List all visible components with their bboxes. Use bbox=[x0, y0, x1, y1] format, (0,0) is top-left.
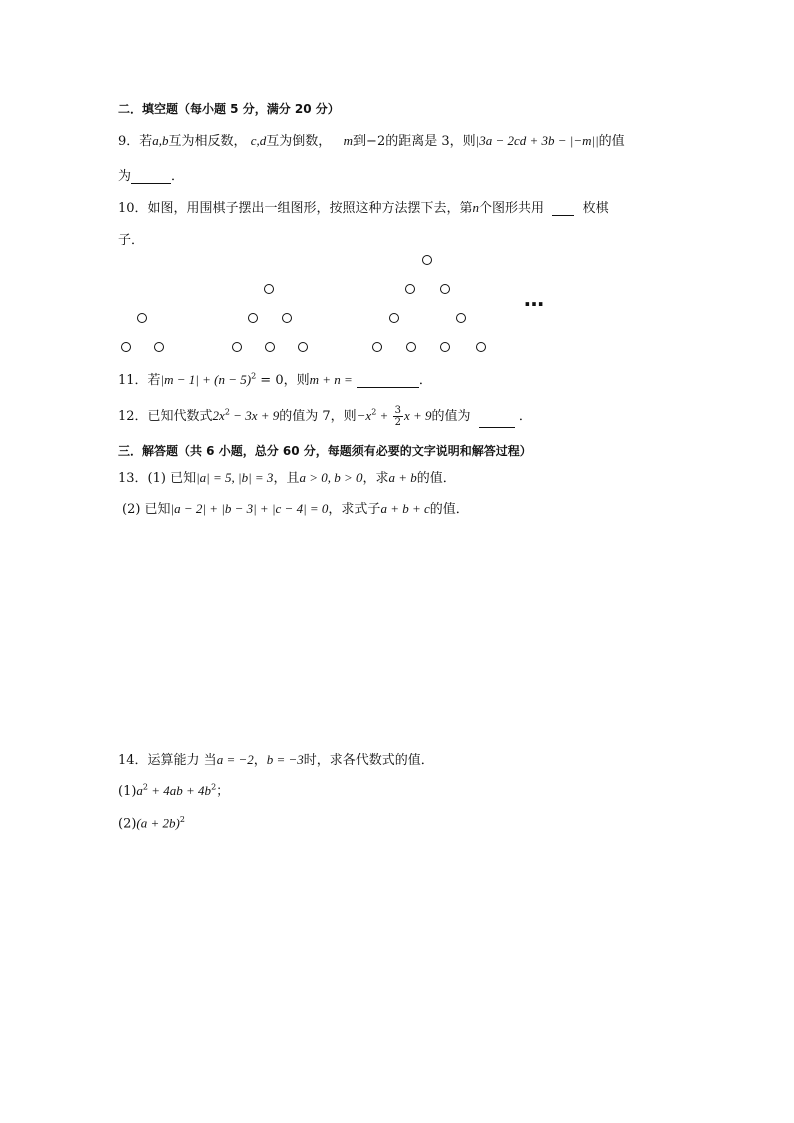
q13-p1-condition: a > 0, b > 0 bbox=[299, 470, 363, 485]
question-9-line-1 bbox=[118, 130, 625, 149]
q14-suffix: 时，求各代数式的值． bbox=[303, 753, 434, 768]
stone bbox=[422, 255, 432, 265]
question-9-line-2 bbox=[118, 165, 184, 184]
q9-line2-suffix: ． bbox=[171, 169, 185, 184]
q14-item2-label: (2) bbox=[118, 816, 137, 832]
q13-p1-prefix: 13．(1) 已知 bbox=[118, 471, 197, 486]
q11-answer-blank[interactable] bbox=[357, 373, 419, 388]
q14-item2-expression: (a + 2b) bbox=[136, 815, 180, 831]
q13-p2-suffix: 的值． bbox=[429, 502, 469, 517]
q12-expr1b: − 3x + 9 bbox=[229, 408, 280, 423]
q10-mid: 个图形共用 bbox=[479, 201, 545, 216]
stone bbox=[372, 342, 382, 352]
q14-item2-exp: 2 bbox=[179, 815, 185, 824]
question-10-line-2: 子． bbox=[118, 233, 145, 248]
question-12 bbox=[118, 405, 532, 428]
q13-p1-expression: |a| = 5, |b| = 3 bbox=[196, 470, 274, 485]
q13-p1-mid: ，且 bbox=[273, 471, 300, 486]
q11-sum: m + n = bbox=[309, 372, 353, 387]
q14-prefix: 14．运算能力 当 bbox=[118, 753, 217, 768]
section-3-heading: 三．解答题（共 6 小题，总分 60 分，每题须有必要的文字说明和解答过程） bbox=[118, 444, 532, 458]
q9-prefix: 9．若 bbox=[118, 134, 153, 149]
q13-p1-mid2: ，求 bbox=[362, 471, 389, 486]
q13-p2-prefix: (2) 已知 bbox=[122, 502, 171, 517]
stone bbox=[405, 284, 415, 294]
ellipsis: … bbox=[524, 287, 545, 311]
question-14 bbox=[118, 749, 434, 768]
question-13-part-1 bbox=[118, 467, 456, 486]
q12-suffix-b: ． bbox=[518, 409, 532, 424]
q10-suffix: 枚棋 bbox=[582, 201, 609, 216]
q14-item1-a: a bbox=[136, 783, 143, 798]
q9-text-4: 的距离是 3，则 bbox=[385, 134, 476, 149]
question-11 bbox=[118, 369, 432, 388]
q9-text-1: 互为相反数， bbox=[168, 134, 247, 149]
q12-expr1-exponent: 2 bbox=[224, 407, 230, 417]
stone bbox=[298, 342, 308, 352]
q9-neg2: −2 bbox=[366, 134, 386, 149]
q9-text-5: 的值 bbox=[598, 134, 625, 149]
question-14-item-2 bbox=[118, 815, 185, 831]
stone bbox=[440, 284, 450, 294]
q9-answer-blank[interactable] bbox=[131, 169, 171, 184]
q13-p2-mid: ，求式子 bbox=[328, 502, 381, 517]
q14-item1-end: ； bbox=[216, 784, 230, 799]
q10-answer-blank[interactable] bbox=[552, 201, 574, 216]
stone bbox=[154, 342, 164, 352]
q14-comma: ， bbox=[253, 753, 267, 768]
stone bbox=[389, 313, 399, 323]
q10-prefix: 10．如图，用围棋子摆出一组图形，按照这种方法摆下去，第 bbox=[118, 201, 473, 216]
q12-fraction bbox=[393, 405, 403, 428]
q11-expression: |m − 1| + (n − 5) bbox=[160, 372, 252, 387]
stone bbox=[232, 342, 242, 352]
q12-frac-numerator: 3 bbox=[394, 405, 401, 416]
q9-text-3: 到 bbox=[353, 134, 367, 149]
q14-item1-label: (1) bbox=[118, 784, 137, 799]
q9-m: m bbox=[343, 133, 354, 148]
q14-a-value: a = −2 bbox=[216, 752, 254, 767]
q13-p1-suffix: 的值． bbox=[416, 471, 456, 486]
question-13-part-2 bbox=[122, 498, 469, 517]
q9-text-2: 互为倒数， bbox=[266, 134, 332, 149]
q12-expr2c: x + 9 bbox=[403, 408, 432, 423]
q12-prefix: 12．已知代数式 bbox=[118, 409, 213, 424]
q12-expr2b: + bbox=[376, 408, 392, 423]
section-2-heading: 二．填空题（每小题 5 分，满分 20 分） bbox=[118, 102, 340, 116]
q9-cd: c,d bbox=[250, 133, 267, 148]
q12-mid: 的值为 7，则 bbox=[279, 409, 357, 424]
q14-b-value: b = −3 bbox=[266, 752, 304, 767]
q10-n: n bbox=[472, 200, 480, 215]
question-10-line-1 bbox=[118, 197, 609, 216]
q14-item1-exp2: 2 bbox=[211, 782, 217, 792]
stone bbox=[440, 342, 450, 352]
q14-item1-exp1: 2 bbox=[142, 782, 149, 792]
q12-suffix-a: 的值为 bbox=[431, 409, 471, 424]
q13-p1-target: a + b bbox=[388, 470, 417, 485]
q9-line2-prefix: 为 bbox=[118, 169, 132, 184]
stone bbox=[456, 313, 466, 323]
q13-p2-target: a + b + c bbox=[380, 501, 430, 516]
stone bbox=[282, 313, 292, 323]
q12-expr2a: −x bbox=[356, 408, 372, 423]
q11-prefix: 11．若 bbox=[118, 373, 161, 388]
q14-item1-b: + 4ab + 4b bbox=[148, 783, 212, 798]
stone bbox=[265, 342, 275, 352]
q12-answer-blank[interactable] bbox=[479, 413, 515, 428]
q12-expr1a: 2x bbox=[212, 408, 225, 423]
stone bbox=[476, 342, 486, 352]
q12-frac-denominator: 2 bbox=[394, 417, 401, 428]
q9-expression: |3a − 2cd + 3b − |−m|| bbox=[475, 133, 599, 148]
q11-eq: = 0，则 bbox=[256, 373, 310, 388]
q11-suffix: ． bbox=[418, 373, 432, 388]
stone bbox=[406, 342, 416, 352]
stone bbox=[264, 284, 274, 294]
stone bbox=[248, 313, 258, 323]
q9-ab: a,b bbox=[152, 133, 169, 148]
q12-expr2-exponent: 2 bbox=[371, 407, 377, 417]
q11-exponent: 2 bbox=[251, 371, 257, 381]
q13-p2-expression: |a − 2| + |b − 3| + |c − 4| = 0 bbox=[170, 501, 329, 516]
question-14-item-1 bbox=[118, 780, 229, 799]
stone bbox=[137, 313, 147, 323]
stone bbox=[121, 342, 131, 352]
